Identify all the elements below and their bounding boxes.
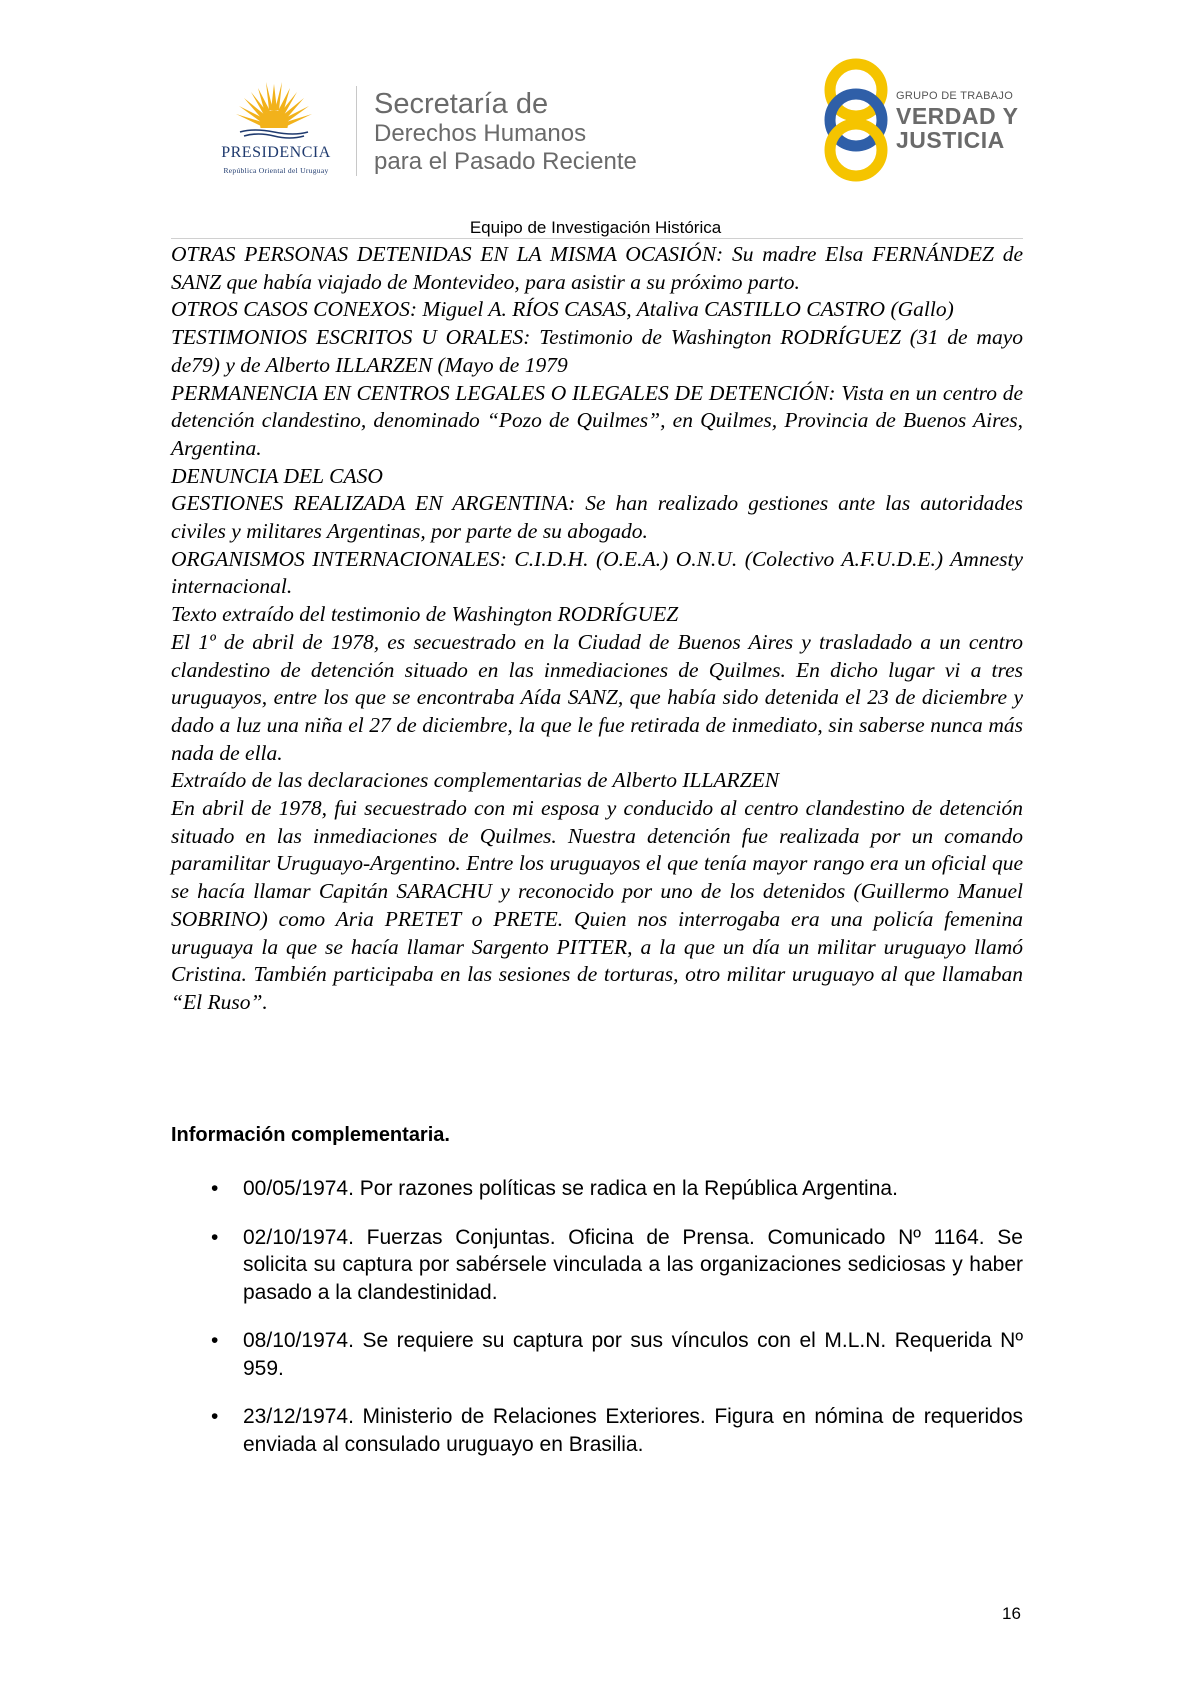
paragraph: ORGANISMOS INTERNACIONALES: C.I.D.H. (O.E.A.) O.N.U. (Colectivo A.F.U.D.E.) Amnesty internacional. <box>171 546 1023 599</box>
secretaria-line-3: para el Pasado Reciente <box>374 148 637 175</box>
paragraph: Texto extraído del testimonio de Washington RODRÍGUEZ <box>171 602 679 627</box>
paragraph: PERMANENCIA EN CENTROS LEGALES O ILEGALES DE DETENCIÓN: Vista en un centro de detención clandestino, denominado “Pozo de Quilmes”, en Quilmes, Provincia de Buenos Aires, Argentina. <box>171 380 1023 460</box>
list-item <box>171 1175 1023 1203</box>
sun-icon <box>234 80 314 142</box>
list-item-text: 08/10/1974. Se requiere su captura por sus vínculos con el M.L.N. Requerida Nº 959. <box>243 1329 1023 1380</box>
presidencia-logo <box>196 80 356 180</box>
secretaria-line-2: Derechos Humanos <box>374 120 587 147</box>
paragraph: GESTIONES REALIZADA EN ARGENTINA: Se han realizado gestiones ante las autoridades civiles y militares Argentinas, por parte de su abogado. <box>171 491 1023 544</box>
vyj-small-text: GRUPO DE TRABAJO <box>896 90 1014 102</box>
secretaria-logo-text <box>374 88 637 176</box>
paragraph: OTRAS PERSONAS DETENIDAS EN LA MISMA OCASIÓN: Su madre Elsa FERNÁNDEZ de SANZ que había viajado de Montevideo, para asistir a su próximo parto. <box>171 242 1023 294</box>
paragraph: OTROS CASOS CONEXOS: Miguel A. RÍOS CASAS, Ataliva CASTILLO CASTRO (Gallo) <box>171 297 954 322</box>
paragraph: TESTIMONIOS ESCRITOS U ORALES: Testimonio de Washington RODRÍGUEZ (31 de mayo de79) y de Alberto ILLARZEN (Mayo de 1979 <box>171 325 1023 377</box>
header-rule <box>171 238 1023 239</box>
bullet-icon: • <box>211 1177 219 1200</box>
list-item-text: 00/05/1974. Por razones políticas se radica en la República Argentina. <box>243 1177 898 1200</box>
complementary-list <box>171 1175 1023 1479</box>
vyj-line-2: JUSTICIA <box>896 127 1005 153</box>
bullet-icon: • <box>211 1329 219 1352</box>
presidencia-subtitle: República Oriental del Uruguay <box>223 166 329 175</box>
paragraph: Extraído de las declaraciones complementarias de Alberto ILLARZEN <box>171 768 780 793</box>
list-item-text: 02/10/1974. Fuerzas Conjuntas. Oficina de Prensa. Comunicado Nº 1164. Se solicita su captura por sabérsele vinculada a las organizaciones sediciosas y haber pasado a la clandestinidad. <box>243 1225 1023 1304</box>
presidencia-name: PRESIDENCIA <box>221 144 331 161</box>
verdad-justicia-logo <box>818 58 1028 182</box>
bullet-icon: • <box>211 1225 219 1249</box>
rings-icon <box>818 58 894 182</box>
section-heading: Información complementaria. <box>171 1124 450 1146</box>
body-text <box>171 241 1023 1017</box>
paragraph: El 1º de abril de 1978, es secuestrado en la Ciudad de Buenos Aires y trasladado a un centro clandestino de detención situado en las inmediaciones de Quilmes. En dicho lugar vi a tres uruguayos, entre los que se encontraba Aída SANZ, que había sido detenida el 23 de diciembre y dado a luz una niña el 27 de diciembre, la que le fue retirada de inmediato, sin saberse nunca más nada de ella. <box>171 629 1023 765</box>
page-number: 16 <box>1002 1604 1021 1623</box>
team-title: Equipo de Investigación Histórica <box>469 218 722 237</box>
paragraph: DENUNCIA DEL CASO <box>171 463 383 488</box>
paragraph: En abril de 1978, fui secuestrado con mi esposa y conducido al centro clandestino de detención situado en las inmediaciones de Quilmes. Nuestra detención fue realizada por un comando paramilitar Uruguayo-Argentino. Entre los uruguayos el que tenía mayor rango era un oficial que se hacía llamar Capitán SARACHU y reconocido por uno de los detenidos (Guillermo Manuel SOBRINO) como Aria PRETET o PRETE. Quien nos interrogaba era una policía femenina uruguaya la que se hacía llamar Sargento PITTER, a la que un día un militar uruguayo llamó Cristina. También participaba en las sesiones de torturas, otro militar uruguayo al que llamaban “El Ruso”. <box>171 796 1023 1014</box>
list-item <box>171 1327 1023 1382</box>
list-item <box>171 1403 1023 1458</box>
list-item <box>171 1224 1023 1307</box>
list-item-text: 23/12/1974. Ministerio de Relaciones Exteriores. Figura en nómina de requeridos enviada al consulado uruguayo en Brasilia. <box>243 1405 1023 1456</box>
vyj-line-1: VERDAD Y <box>896 103 1019 129</box>
header-divider <box>356 86 357 176</box>
bullet-icon: • <box>211 1405 219 1428</box>
secretaria-line-1: Secretaría de <box>374 88 549 120</box>
